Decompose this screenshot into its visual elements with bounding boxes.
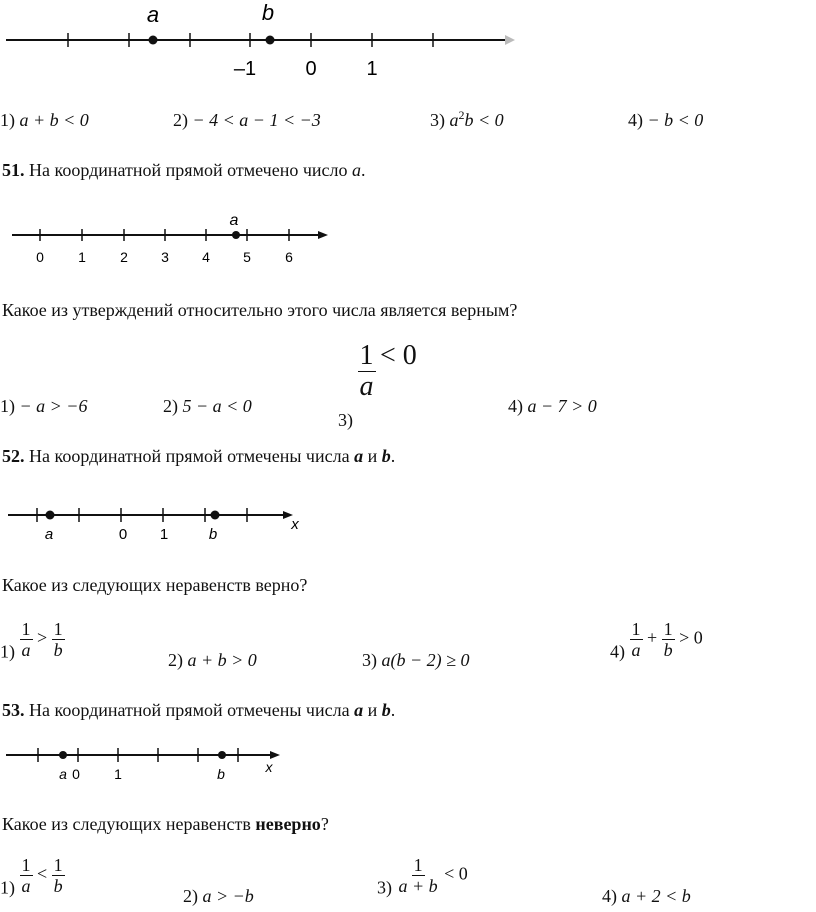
fraction: $\frac{1}{a}$ [21, 619, 31, 660]
q53-stem: 53. На координатной прямой отмечены числа a и b. [2, 700, 396, 720]
q52-option-1: 1) $\frac{1}{a}$ > $\frac{1}{b}$ [0, 619, 63, 662]
point-label-a: a [59, 766, 67, 782]
top-option-2: 2) − 4 < a − 1 < −3 [173, 110, 321, 130]
tick-label: 1 [114, 766, 122, 782]
axis-arrow [270, 751, 280, 759]
top-option-1: 1) a + b < 0 [0, 110, 89, 130]
point-label-b: b [208, 526, 218, 543]
fraction: $\frac{1}{b}$ [53, 619, 63, 660]
point-label-b: b [261, 0, 275, 25]
q53-option-4: 4) a + 2 < b [602, 886, 691, 906]
q52-question: Какое из следующих неравенств верно? [2, 575, 308, 595]
q52-option-3: 3) a(b − 2) ≥ 0 [362, 650, 470, 670]
point-a [46, 511, 55, 520]
point-b [211, 511, 220, 520]
q51-stem: 51. На координатной прямой отмечено число a. [2, 160, 366, 180]
axis-arrow [318, 231, 328, 239]
point-label-a: a [229, 212, 239, 229]
tick-label: 0 [72, 766, 80, 782]
tick-label: 1 [159, 526, 169, 543]
axis-label-x: x [291, 516, 299, 533]
tick-label: 5 [243, 249, 251, 265]
fraction: $\frac{1}{a + b}$ [398, 855, 438, 896]
q53-question: Какое из следующих неравенств неверно? [2, 814, 329, 834]
fraction: $\frac{1}{a}$ [21, 855, 31, 896]
q51-option-2: 2) 5 − a < 0 [163, 396, 252, 416]
tick-label: 0 [118, 526, 128, 543]
top-option-3: 3) $a^2b < 0$ [430, 108, 504, 130]
q53-option-1: 1) $\frac{1}{a}$ < $\frac{1}{b}$ [0, 855, 63, 898]
top-option-4: 4) − b < 0 [628, 110, 704, 130]
axis-arrow [505, 35, 515, 45]
q52-option-4: 4) $\frac{1}{a}$ + $\frac{1}{b}$ > 0 [610, 619, 703, 662]
top-number-line [0, 0, 520, 85]
fraction: $\frac{1}{a}$ [359, 340, 374, 403]
q53-number-line [0, 738, 300, 788]
tick-label: 2 [120, 249, 128, 265]
tick-label: 4 [202, 249, 210, 265]
axis-label-x: x [265, 759, 273, 775]
q52-stem: 52. На координатной прямой отмечены числа a и b. [2, 446, 396, 466]
q51-option-4: 4) a − 7 > 0 [508, 396, 597, 416]
q52-number-line [0, 495, 310, 545]
point-label-a: a [44, 526, 54, 543]
tick-label: 0 [305, 58, 317, 80]
tick-label: 1 [78, 249, 86, 265]
point-a [149, 36, 158, 45]
tick-label: –1 [233, 58, 257, 80]
q51-option-3: 3) $\frac{1}{a}$ < 0 [338, 340, 417, 430]
point-b [266, 36, 275, 45]
q53-option-2: 2) a > −b [183, 886, 254, 906]
q51-option-1: 1) − a > −6 [0, 396, 88, 416]
tick-label: 6 [285, 249, 293, 265]
tick-label: 3 [161, 249, 169, 265]
q51-number-line [0, 205, 340, 270]
tick-label: 0 [36, 249, 44, 265]
point-a [232, 231, 240, 239]
point-b [218, 751, 226, 759]
fraction: $\frac{1}{b}$ [53, 855, 63, 896]
q52-option-2: 2) a + b > 0 [168, 650, 257, 670]
q51-question: Какое из утверждений относительно этого числа является верным? [2, 300, 518, 320]
point-label-a: a [146, 2, 160, 27]
point-label-b: b [217, 766, 225, 782]
q53-option-3: 3) $\frac{1}{a + b}$ < 0 [377, 855, 468, 898]
tick-label: 1 [366, 58, 378, 80]
fraction: $\frac{1}{b}$ [663, 619, 673, 660]
point-a [59, 751, 67, 759]
fraction: $\frac{1}{a}$ [631, 619, 641, 660]
